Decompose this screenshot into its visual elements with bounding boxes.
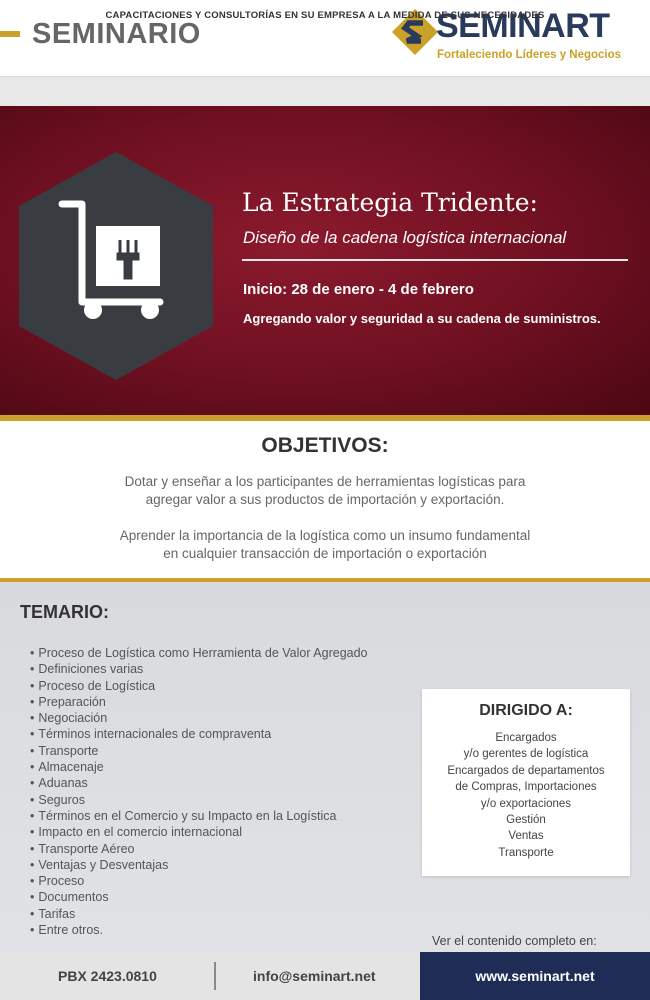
list-item: • Ventajas y Desventajas	[30, 857, 169, 872]
list-item: de Compras, Importaciones	[455, 781, 597, 794]
header-accent-bar	[0, 31, 20, 37]
list-item: • Entre otros.	[30, 923, 104, 938]
objetivo-1-line-2: agregar valor a sus productos de importación y exportación.	[145, 492, 505, 507]
cart-box-icon	[16, 152, 216, 380]
objetivo-2-line-1: Aprender la importancia de la logística como un insumo fundamental	[119, 528, 531, 543]
footer-divider	[214, 962, 216, 990]
logo-tagline: Fortaleciendo Líderes y Negocios	[437, 49, 622, 61]
list-item: • Documentos	[30, 890, 109, 905]
dirigido-title: DIRIGIDO A:	[479, 702, 573, 719]
course-tagline: Agregando valor y seguridad a su cadena de suministros.	[243, 311, 601, 326]
objetivo-2-line-2: en cualquier transacción de importación o exportación	[163, 546, 487, 561]
list-item: • Definiciones varias	[30, 662, 144, 677]
list-item: Encargados	[495, 732, 557, 744]
course-dates: Inicio: 28 de enero - 4 de febrero	[243, 281, 474, 298]
list-item: • Negociación	[30, 711, 108, 726]
course-subtitle: Diseño de la cadena logística internacional	[243, 228, 567, 247]
list-item: Transporte	[498, 846, 554, 859]
list-item: • Almacenaje	[30, 760, 104, 775]
objetivo-paragraph-2	[40, 527, 610, 563]
list-item: • Tarifas	[30, 906, 76, 921]
website-link[interactable]: www.seminart.net	[475, 968, 595, 984]
full-content-caption: Ver el contenido completo en:	[432, 934, 597, 948]
course-title: La Estrategia Tridente:	[242, 188, 538, 217]
temario-list	[30, 645, 368, 938]
objetivo-1-line-1: Dotar y enseñar a los participantes de herramientas logísticas para	[124, 474, 526, 489]
objetivos-title: OBJETIVOS:	[261, 434, 389, 457]
list-item: • Términos en el Comercio y su Impacto en la Logística	[30, 808, 337, 823]
phone-link[interactable]: PBX 2423.0810	[58, 968, 157, 984]
subheader-text: CAPACITACIONES Y CONSULTORÍAS EN SU EMPRESA A LA MEDIDA DE SUS NECESIDADES	[105, 10, 545, 21]
list-item: • Impacto en el comercio internacional	[30, 825, 242, 840]
list-item: y/o exportaciones	[480, 797, 572, 810]
list-item: Ventas	[508, 830, 544, 843]
subheader-strip	[0, 76, 650, 106]
dirigido-list	[422, 730, 630, 861]
email-link[interactable]: info@seminart.net	[253, 968, 376, 984]
list-item: y/o gerentes de logística	[463, 748, 589, 761]
list-item: • Términos internacionales de compraventa	[30, 727, 272, 742]
list-item: Gestión	[506, 814, 546, 827]
list-item: Encargados de departamentos	[447, 764, 605, 777]
list-item: • Proceso de Logística	[30, 678, 156, 693]
temario-title: TEMARIO:	[20, 602, 109, 622]
list-item: • Transporte	[30, 743, 99, 758]
objetivo-paragraph-1	[40, 473, 610, 509]
list-item: • Seguros	[30, 792, 85, 807]
page-title: SEMINARIO	[32, 18, 201, 50]
list-item: • Aduanas	[30, 776, 88, 791]
logo-name: SEMINART	[436, 7, 610, 45]
dirigido-card	[422, 689, 630, 876]
list-item: • Transporte Aéreo	[30, 841, 135, 856]
list-item: • Proceso	[30, 874, 85, 889]
hero-divider	[242, 259, 628, 261]
list-item: • Preparación	[30, 694, 106, 709]
list-item: • Proceso de Logística como Herramienta de Valor Agregado	[30, 646, 368, 660]
